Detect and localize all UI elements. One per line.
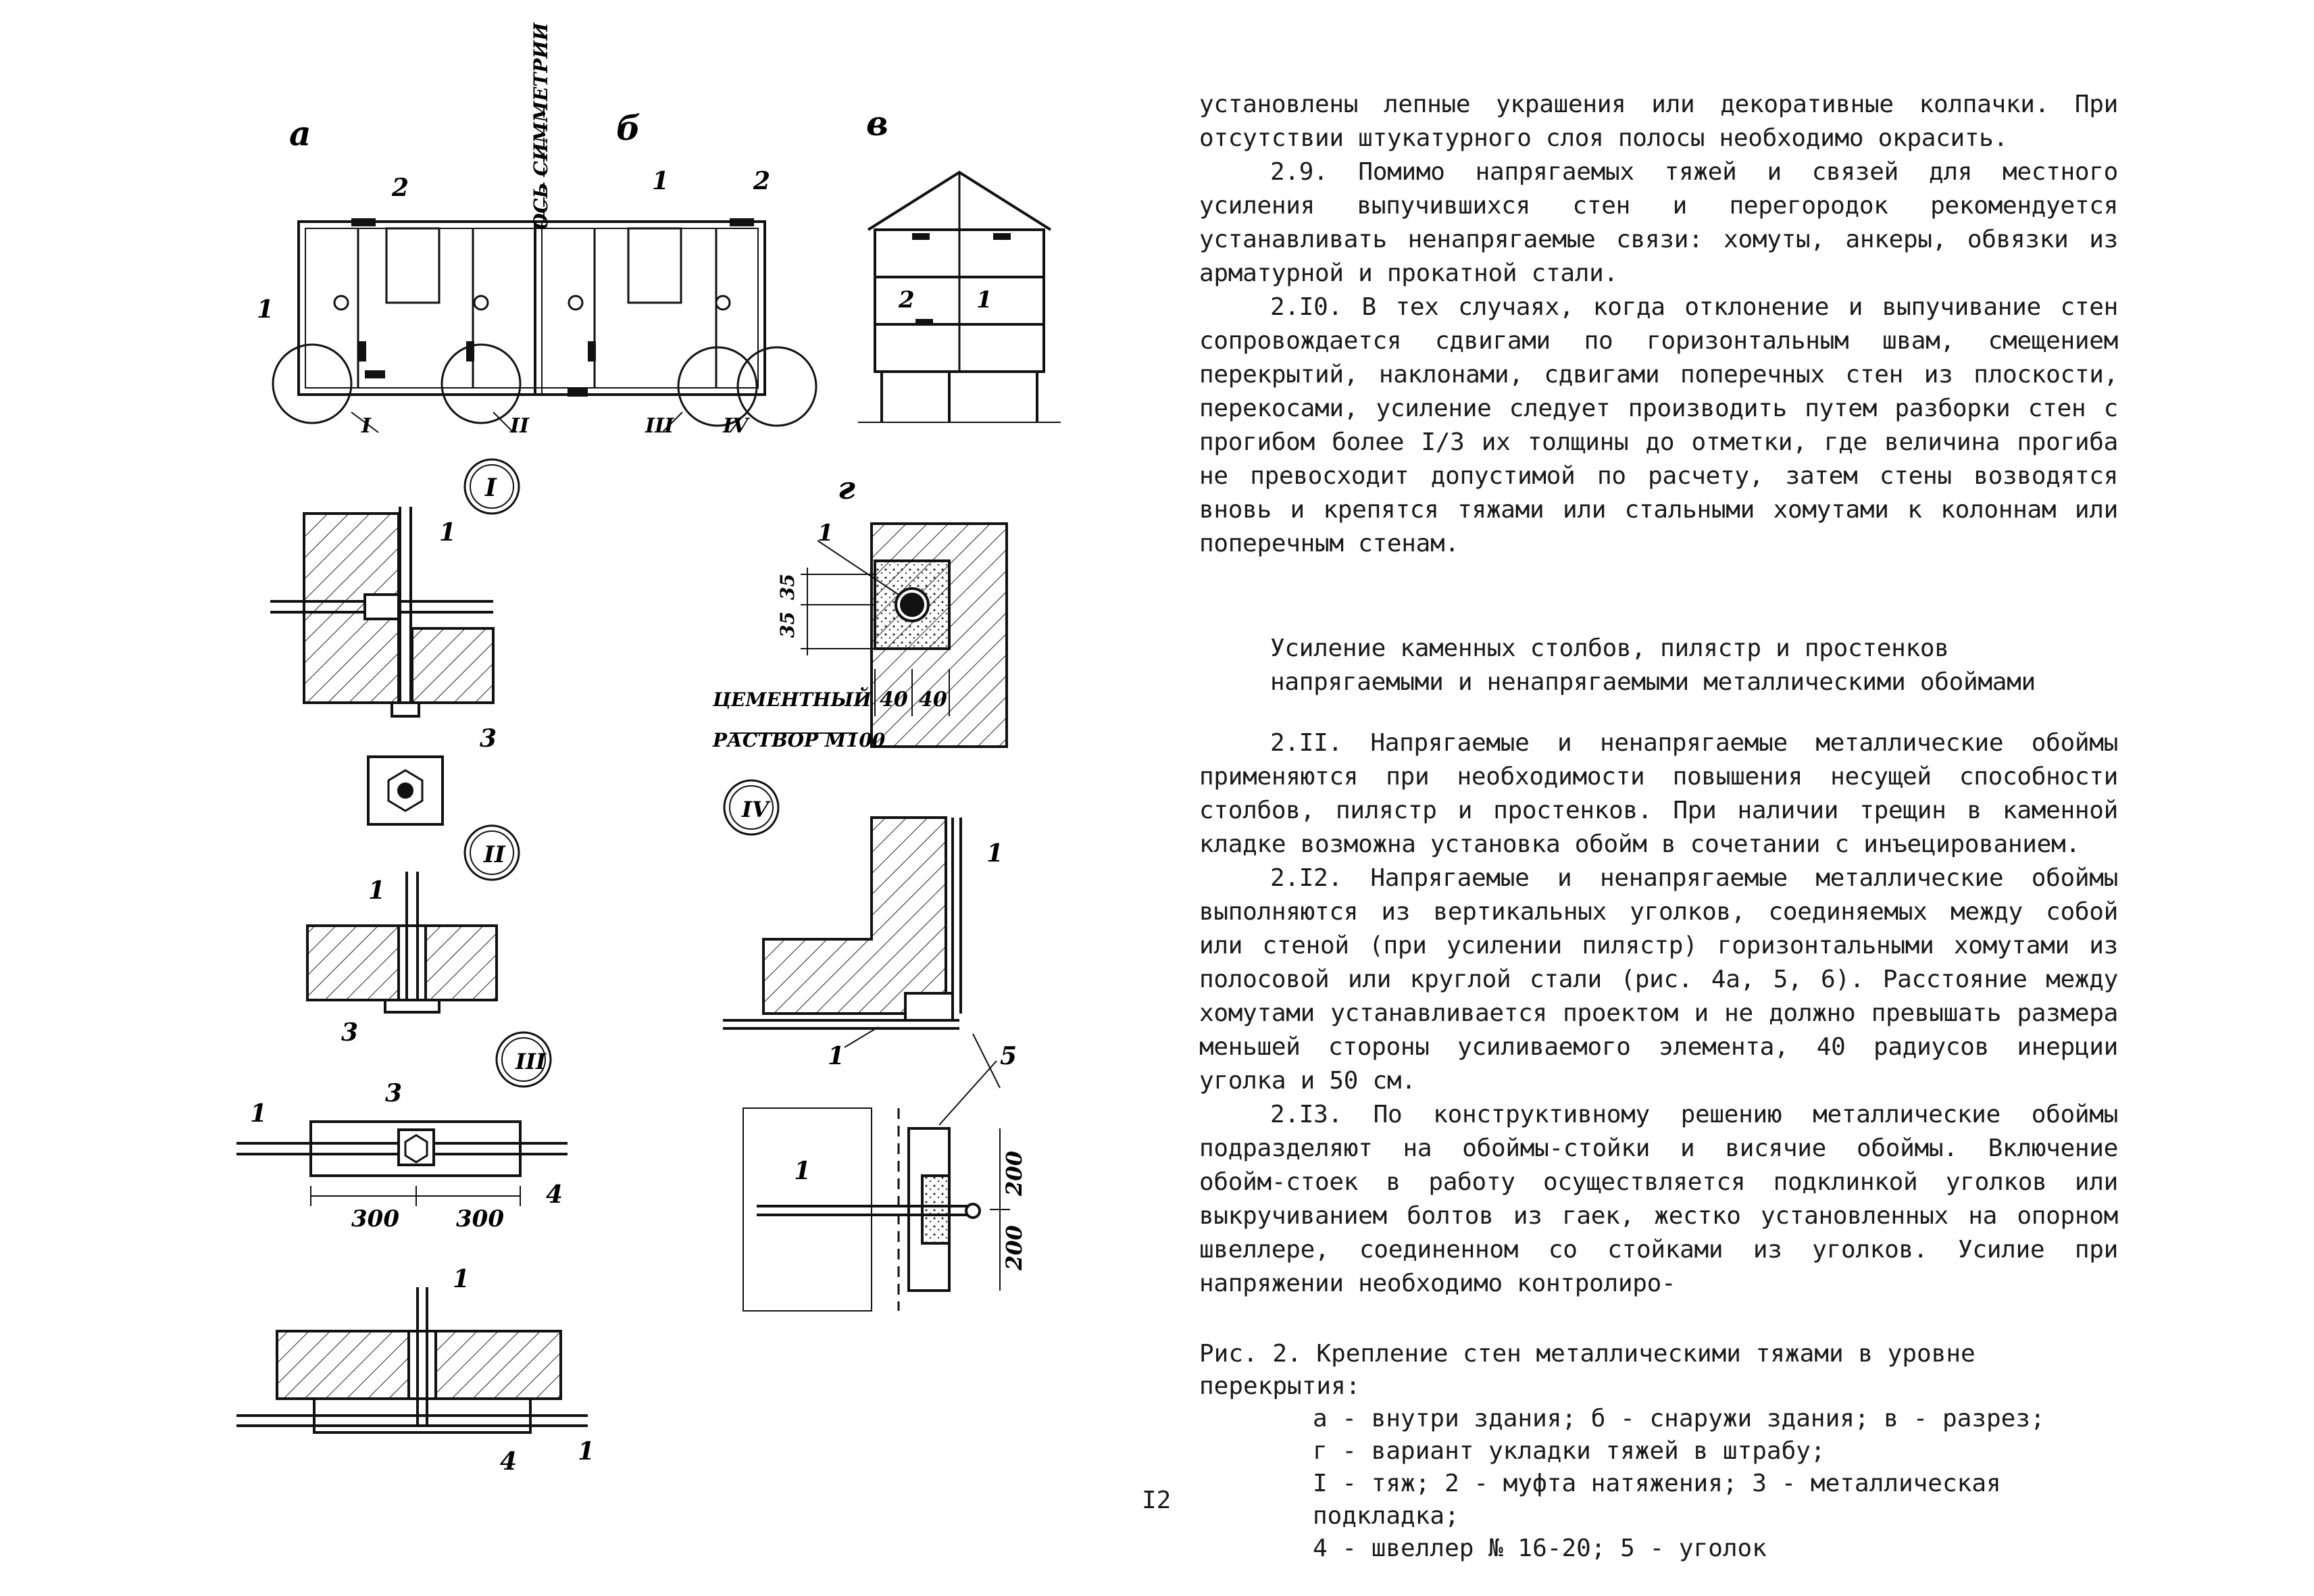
section-callout-2: 2 [899,286,915,314]
axis-of-symmetry-label: ОСЬ СИММЕТРИИ [530,22,552,230]
plan-callout-2b: 2 [753,167,771,195]
lower-section-detail [236,1287,588,1432]
groove-detail [730,524,1007,747]
paragraph-2-12: 2.I2. Напрягаемые и ненапрягаемые металлические обоймы выполняются из вертикальных уголков, соединяемых между собой или стеной (при усилении пилястр) горизонтальными хомутами из полосовой или круглой стали (рис. 4а, 5, 6). Расстояние между хомутами устанавливается проектом и не должно превышать размера меньшей стороны усиливаемого элемента, 40 радиусов инерции уголка и 50 см. [1199,864,2118,1095]
node-III-callout-3: 3 [385,1079,403,1107]
caption-line-2: а - внутри здания; б - снаружи здания; в - разрез; [1313,1405,2045,1432]
dim-40-left: 40 [880,688,908,712]
paragraph-2-10: 2.I0. В тех случаях, когда отклонение и выпучивание стен сопровождается сдвигами по горизонтальным швам, смещением перекрытий, наклонами, сдвигами поперечных стен из плоскости, перекосами, усиление следует производить путем разборки стен с прогибом более I/3 их толщины до отметки, где величина прогиба не превосходит допустимой по расчету, затем стены возводятся вновь и крепятся тяжами или стальными хомутами к колоннам или поперечным стенам. [1199,293,2118,557]
node-II-label: II [484,841,505,868]
node-III-ref: III [645,414,674,438]
section-view [858,172,1061,422]
lower-callout-4: 4 [500,1447,518,1476]
view-v-label: в [866,103,888,143]
angle-bracket-detail [743,1061,1010,1311]
plan-callout-2: 2 [392,174,409,202]
node-III-callout-1: 1 [250,1099,268,1128]
node-I-detail [270,459,519,824]
node-IV-detail [723,780,1000,1088]
dim-40-right: 40 [919,688,947,712]
node-IV-label: IV [742,797,769,822]
paragraph-2-11: 2.II. Напрягаемые и ненапрягаемые металлические обоймы применяются при необходимости повышения несущей способности столбов, пилястр и простенков. При наличии трещин в каменной кладке возможна установка обойм в сочетании с инъецированием. [1199,729,2118,858]
lower-callout-1b: 1 [578,1437,595,1466]
node-III-callout-4: 4 [546,1180,563,1209]
groove-callout-1: 1 [818,520,834,547]
paragraph-continuation: установлены лепные украшения или декоративные колпачки. При отсутствии штукатурного слоя полосы необходимо окрасить. [1199,91,2118,152]
dim-300-right: 300 [456,1205,504,1232]
main-text-column [1199,88,2118,1301]
node-I-callout-3: 3 [480,724,497,753]
node-IV-callout-5: 5 [1000,1042,1017,1070]
node-III-label: III [515,1049,546,1074]
plan-callout-1: 1 [257,295,274,324]
node-II-callout-3: 3 [341,1018,359,1047]
dim-35-top: 35 [776,574,799,600]
mortar-label-1: ЦЕМЕНТНЫЙ [713,689,872,711]
node-IV-callout-1b: 1 [828,1042,845,1070]
dim-200-top: 200 [1001,1151,1027,1196]
paragraph-2-13: 2.I3. По конструктивному решению металлические обоймы подразделяют на обоймы-стойки и висячие обоймы. Включение обойм-стоек в работу осуществляется подклинкой уголков или выкручиванием болтов из гаек, жестко установленных на опорном швеллере, соединенном со стойками из уголков. Усилие при напряжении необходимо контролиро- [1199,1101,2118,1297]
reinforcement-drawings [0,0,1155,1596]
node-I-callout-1: 1 [439,518,457,547]
dim-35-bottom: 35 [776,612,799,638]
view-b-label: б [616,108,641,148]
node-IV-callout-1: 1 [986,839,1004,868]
view-g-label: г [838,470,855,506]
caption-line-3: г - вариант укладки тяжей в штрабу; [1313,1437,1826,1465]
dim-300-left: 300 [351,1205,399,1232]
section-callout-1: 1 [976,286,992,314]
dim-200-bottom: 200 [1001,1225,1027,1270]
caption-line-1: Рис. 2. Крепление стен металлическими тяжами в уровне перекрытия: [1199,1340,1976,1400]
section-title: Усиление каменных столбов, пилястр и простенков напрягаемыми и ненапрягаемыми металлическими обоймами [1270,634,2036,696]
figure-area [0,0,1155,1596]
lower-callout-1: 1 [453,1265,470,1293]
node-II-ref: II [510,414,530,438]
node-IV-ref: IV [723,414,749,438]
node-I-label: I [485,474,497,502]
node-I-ref: I [361,414,372,438]
mortar-label-2: РАСТВОР М100 [713,729,886,751]
node-II-callout-1: 1 [368,876,386,905]
angle-callout-1: 1 [794,1157,811,1185]
paragraph-2-9: 2.9. Помимо напрягаемых тяжей и связей для местного усиления выпучившихся стен и перегородок рекомендуется устанавливать ненапрягаемые связи: хомуты, анкеры, обвязки из арматурной и прокатной стали. [1199,158,2118,287]
caption-line-4: I - тяж; 2 - муфта натяжения; 3 - металлическая подкладка; [1313,1470,2001,1530]
view-a-label: а [289,114,311,153]
page-number: I2 [1142,1487,1172,1514]
figure-caption [1199,1338,2132,1565]
plan-callout-1b: 1 [652,167,670,195]
caption-line-5: 4 - швеллер № 16-20; 5 - уголок [1313,1535,1767,1562]
